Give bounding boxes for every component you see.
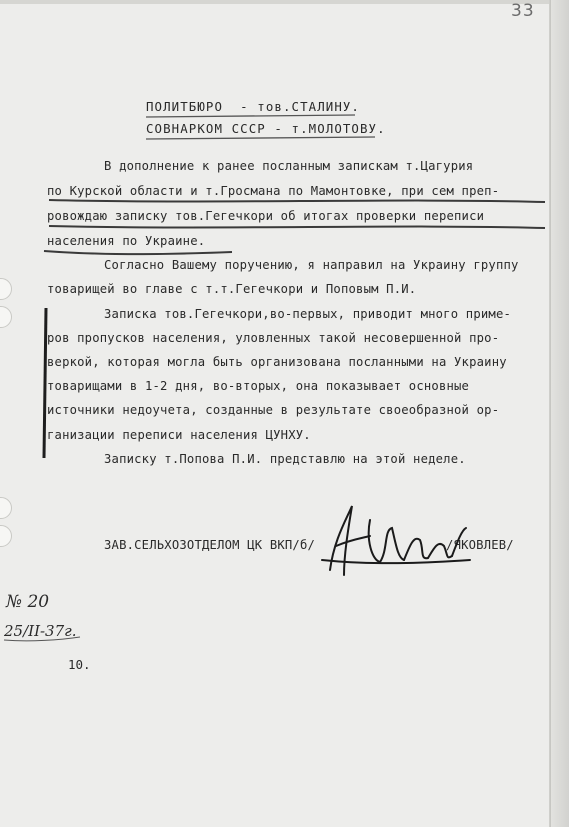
body-line: по Курской области и т.Гросмана по Мамонтовке, при сем преп- (47, 184, 500, 198)
signatory-title: ЗАВ.СЕЛЬХОЗОТДЕЛОМ ЦК ВКП/б/ (104, 538, 316, 552)
handwritten-note-number: № 20 (6, 592, 50, 612)
body-line: источники недоучета, созданные в результате своеобразной ор- (47, 403, 500, 417)
body-line: Согласно Вашему поручению, я направил на Украину группу (104, 258, 519, 272)
pencil-underline (49, 200, 545, 202)
pencil-underline (49, 226, 545, 228)
addressee-line-1: ПОЛИТБЮРО - тов.СТАЛИНУ. (146, 99, 360, 114)
signatory-name: /ЯКОВЛЕВ/ (446, 538, 514, 552)
handwritten-note-date: 25/II-37г. (4, 622, 77, 640)
body-line: населения по Украине. (47, 234, 206, 248)
body-line: Записку т.Попова П.И. представлю на этой неделе. (104, 452, 466, 466)
header-underline (146, 115, 355, 117)
body-line: товарищами в 1-2 дня, во-вторых, она показывает основные (47, 379, 470, 393)
margin-bar (44, 308, 46, 458)
body-line: веркой, которая могла быть организована посланными на Украину (47, 355, 507, 369)
archive-folio-number: 33 (511, 1, 535, 21)
addressee-line-2: СОВНАРКОМ СССР - т.МОЛОТОВУ. (146, 121, 386, 136)
body-line: Записка тов.Гегечкори,во-первых, приводит много приме- (104, 307, 512, 321)
body-line: товарищей во главе с т.т.Гегечкори и Поповым П.И. (47, 282, 417, 296)
note-underline (4, 637, 80, 641)
body-line: ровождаю записку тов.Гегечкори об итогах проверки переписи (47, 209, 485, 223)
body-line: ров пропусков населения, уловленных такой несовершенной про- (47, 331, 500, 345)
body-line: ганизации переписи населения ЦУНХУ. (47, 428, 311, 442)
body-line: В дополнение к ранее посланным запискам т.Цагурия (104, 159, 474, 173)
pencil-underline (44, 251, 232, 254)
handwritten-signature (322, 506, 470, 575)
header-underline (146, 137, 375, 139)
page-number: 10. (68, 657, 91, 672)
